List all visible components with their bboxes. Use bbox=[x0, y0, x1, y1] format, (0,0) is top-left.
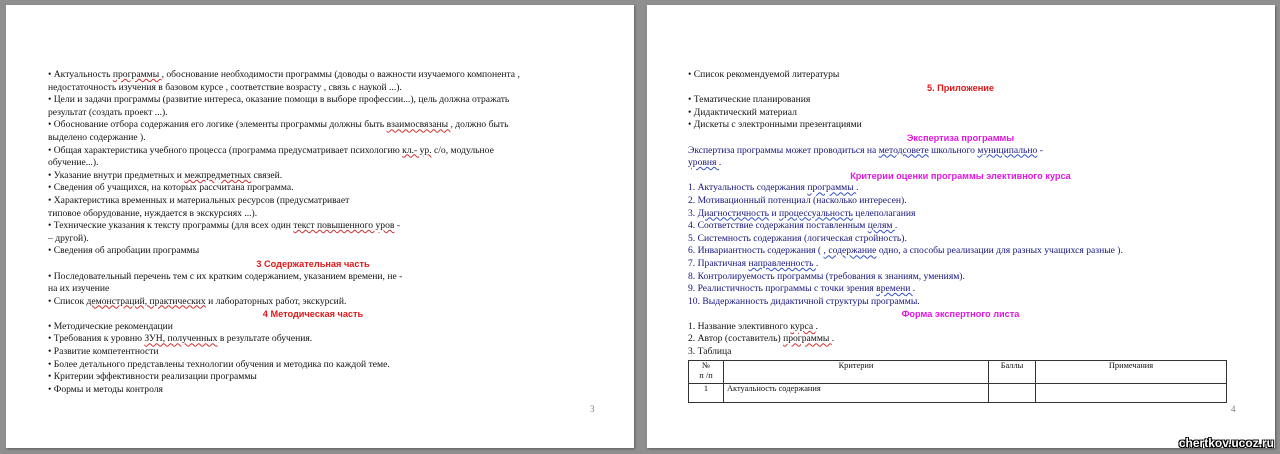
text-line bbox=[48, 119, 578, 132]
section-heading: 5. Приложение bbox=[926, 82, 995, 93]
text-line bbox=[48, 94, 578, 107]
text-segment: • Последовательный перечень тем с их кратким содержанием, указанием времени, не - bbox=[48, 270, 403, 282]
text-segment: • Развитие компетентности bbox=[48, 346, 159, 358]
text-line bbox=[688, 333, 1233, 346]
spellcheck-underlined-text: программы bbox=[807, 182, 857, 194]
spellcheck-underlined-text: межпредметных bbox=[184, 169, 252, 181]
table-cell: Актуальность содержания bbox=[724, 383, 989, 402]
spellcheck-underlined-text: демонстраций, практических bbox=[86, 295, 206, 307]
text-line bbox=[688, 145, 1233, 158]
text-segment: типовое оборудование, нуждается в экскурсиях ...). bbox=[48, 207, 258, 219]
text-segment: • Тематические планирования bbox=[688, 94, 811, 106]
text-segment: 10. Выдержанность дидактичной структуры программы. bbox=[688, 295, 920, 307]
text-line bbox=[688, 296, 1233, 309]
text-segment: 3. bbox=[688, 207, 698, 219]
text-segment: 9. Реалистичность программы с точки зрения bbox=[688, 283, 877, 295]
text-segment: . bbox=[894, 220, 898, 232]
text-line bbox=[688, 182, 1233, 195]
text-line bbox=[688, 321, 1233, 334]
text-segment: - bbox=[1037, 144, 1043, 156]
text-segment: 2. Автор (составитель) bbox=[688, 333, 784, 345]
text-segment: на их изучение bbox=[48, 283, 110, 295]
page-number: 4 bbox=[1231, 404, 1236, 414]
section-heading: Экспертиза программы bbox=[906, 132, 1015, 143]
text-line bbox=[688, 157, 1233, 170]
text-segment: • Указание внутри предметных и bbox=[48, 169, 185, 181]
text-line bbox=[688, 271, 1233, 284]
text-line bbox=[48, 245, 578, 258]
text-segment: 6. Инвариантность содержания ( bbox=[688, 245, 824, 257]
text-line bbox=[688, 94, 1233, 107]
text-segment: • Более детального представлены технологии обучения и методика по каждой теме. bbox=[48, 358, 390, 370]
spellcheck-underlined-text: курса bbox=[790, 320, 816, 332]
text-line bbox=[688, 69, 1233, 82]
text-line bbox=[688, 245, 1233, 258]
expert-form-table bbox=[688, 360, 1227, 403]
text-segment: , должно быть bbox=[450, 119, 509, 131]
text-segment: . bbox=[815, 257, 819, 269]
text-segment: 1. Название элективного bbox=[688, 320, 791, 332]
text-segment: Экспертиза программы может проводиться на bbox=[688, 144, 879, 156]
text-line bbox=[688, 119, 1233, 132]
text-segment: • Требования к уровню bbox=[48, 333, 145, 345]
text-segment: 7. Практичная bbox=[688, 257, 749, 269]
spellcheck-underlined-text: времени bbox=[876, 283, 913, 295]
text-segment: • Обоснование отбора содержания его логике (элементы программы должны быть bbox=[48, 119, 387, 131]
text-segment: • Актуальность bbox=[48, 69, 113, 80]
text-segment: результат (создать проект ...). bbox=[48, 106, 168, 118]
spellcheck-underlined-text: Диагностичность bbox=[697, 207, 770, 219]
text-line bbox=[48, 170, 578, 183]
page-4-text bbox=[688, 69, 1233, 403]
text-line bbox=[48, 157, 578, 170]
page-number: 3 bbox=[590, 404, 595, 414]
text-segment: . bbox=[912, 283, 916, 295]
text-segment: и bbox=[769, 207, 779, 219]
table-header-cell: Баллы bbox=[989, 360, 1036, 383]
text-line bbox=[48, 346, 578, 359]
text-segment: 1. Актуальность содержания bbox=[688, 182, 808, 194]
text-line bbox=[688, 220, 1233, 233]
table-header-cell: Примечания bbox=[1036, 360, 1227, 383]
page-4-lines bbox=[688, 69, 1233, 359]
table-header-cell: Критерии bbox=[724, 360, 989, 383]
text-segment: обучение...). bbox=[48, 157, 99, 169]
text-segment: • Список bbox=[48, 295, 87, 307]
text-segment: . bbox=[831, 333, 835, 345]
text-line bbox=[48, 296, 578, 309]
text-segment: связей. bbox=[251, 169, 283, 181]
text-segment: • Методические рекомендации bbox=[48, 320, 173, 332]
table-cell bbox=[989, 383, 1036, 402]
text-line bbox=[48, 321, 578, 334]
text-line bbox=[48, 359, 578, 372]
spellcheck-underlined-text: уровня bbox=[688, 157, 719, 169]
spellcheck-underlined-text: направленность bbox=[748, 257, 816, 269]
document-page-4 bbox=[647, 5, 1275, 448]
text-line bbox=[688, 346, 1233, 359]
spellcheck-underlined-text: , содержание bbox=[823, 245, 877, 257]
text-segment: – другой). bbox=[48, 232, 89, 244]
text-segment: школьного bbox=[928, 144, 978, 156]
table-cell bbox=[1036, 383, 1227, 402]
text-line bbox=[688, 233, 1233, 246]
text-segment: 8. Контролируемость программы (требования к знаниям, умениям). bbox=[688, 270, 965, 282]
text-line bbox=[48, 69, 578, 82]
text-segment: • Характеристика временных и материальных ресурсов (предусматривает bbox=[48, 194, 350, 206]
text-line bbox=[48, 145, 578, 158]
text-segment: • Формы и методы контроля bbox=[48, 383, 163, 395]
text-segment: 5. Системность содержания (логическая стройность). bbox=[688, 232, 907, 244]
text-line bbox=[688, 258, 1233, 271]
text-segment: . bbox=[815, 320, 818, 332]
spellcheck-underlined-text: ЗУН, полученных bbox=[144, 333, 218, 345]
text-segment: 2. Мотивационный потенциал (насколько интересен). bbox=[688, 194, 907, 206]
text-segment: • Дискеты с электронными презентациями bbox=[688, 119, 862, 131]
spellcheck-underlined-text: взаимосвязаны bbox=[386, 119, 451, 131]
text-segment: • Критерии эффективности реализации программы bbox=[48, 371, 257, 383]
text-line bbox=[48, 107, 578, 120]
spellcheck-underlined-text: кл.- ур. bbox=[402, 144, 432, 156]
spellcheck-underlined-text: текст повышенного уров bbox=[293, 220, 395, 232]
text-line bbox=[688, 208, 1233, 221]
text-line bbox=[48, 384, 578, 397]
spellcheck-underlined-text: процессуальность bbox=[778, 207, 853, 219]
text-segment: • Дидактический материал bbox=[688, 106, 797, 118]
table-cell: 1 bbox=[689, 383, 724, 402]
text-segment: одно, а способы реализации для разных учащихся разные ). bbox=[876, 245, 1123, 257]
text-segment: выделено содержание ). bbox=[48, 131, 146, 143]
text-segment: • Общая характеристика учебного процесса (программа предусматривает психологию bbox=[48, 144, 403, 156]
table-header-row bbox=[689, 360, 1227, 383]
text-segment: - bbox=[394, 220, 401, 232]
text-segment: в результате обучения. bbox=[217, 333, 313, 345]
text-line bbox=[48, 283, 578, 296]
text-line bbox=[48, 132, 578, 145]
text-line bbox=[688, 107, 1233, 120]
spellcheck-underlined-text: методсовете bbox=[878, 144, 929, 156]
text-line bbox=[48, 208, 578, 221]
page-3-text bbox=[48, 69, 578, 396]
text-line bbox=[48, 220, 578, 233]
text-line bbox=[48, 233, 578, 246]
text-line bbox=[48, 82, 578, 95]
text-segment: 3. Таблица bbox=[688, 346, 732, 358]
section-heading: Форма экспертного листа bbox=[901, 309, 1020, 320]
text-segment: • Сведения об учащихся, на которых рассчитана программа. bbox=[48, 182, 294, 194]
text-segment: • Список рекомендуемой литературы bbox=[688, 69, 840, 80]
text-segment: • Цели и задачи программы (развитие интереса, оказание помощи в выборе профессии...), цель должна отражать bbox=[48, 94, 510, 106]
text-line bbox=[48, 195, 578, 208]
section-heading: 3 Содержательная часть bbox=[256, 258, 370, 269]
watermark: chertkov.ucoz.ru bbox=[1178, 436, 1274, 450]
text-line bbox=[48, 333, 578, 346]
text-segment: с/о, модульное bbox=[431, 144, 494, 156]
text-segment: . bbox=[856, 182, 859, 194]
table-row bbox=[689, 383, 1227, 402]
document-page-3 bbox=[6, 5, 634, 448]
text-segment: 4. Соответствие содержания поставленным bbox=[688, 220, 868, 232]
text-segment: • Сведения об апробации программы bbox=[48, 245, 200, 257]
section-heading: 4 Методическая часть bbox=[262, 309, 364, 320]
text-segment: , обоснование необходимости программы (доводы о важности изучаемого компонента , bbox=[161, 69, 520, 80]
text-line bbox=[48, 271, 578, 284]
spellcheck-underlined-text: программы bbox=[783, 333, 832, 345]
text-line bbox=[48, 182, 578, 195]
text-segment: и лабораторных работ, экскурсий. bbox=[205, 295, 347, 307]
text-segment: • Технические указания к тексту программы (для всех один bbox=[48, 220, 294, 232]
spellcheck-underlined-text: программы bbox=[112, 69, 162, 80]
spellcheck-underlined-text: муниципально bbox=[977, 144, 1038, 156]
text-segment: недостаточность изучения в базовом курсе , соответствие возрасту , связь с наукой ...). bbox=[48, 81, 402, 93]
section-heading: Критерии оценки программы элективного курса bbox=[850, 170, 1071, 181]
text-segment: целеполагания bbox=[852, 207, 916, 219]
text-segment: . bbox=[718, 157, 722, 169]
text-line bbox=[688, 195, 1233, 208]
table-header-cell: № п /п bbox=[689, 360, 724, 383]
text-line bbox=[48, 371, 578, 384]
spellcheck-underlined-text: целям bbox=[867, 220, 895, 232]
text-line bbox=[688, 283, 1233, 296]
